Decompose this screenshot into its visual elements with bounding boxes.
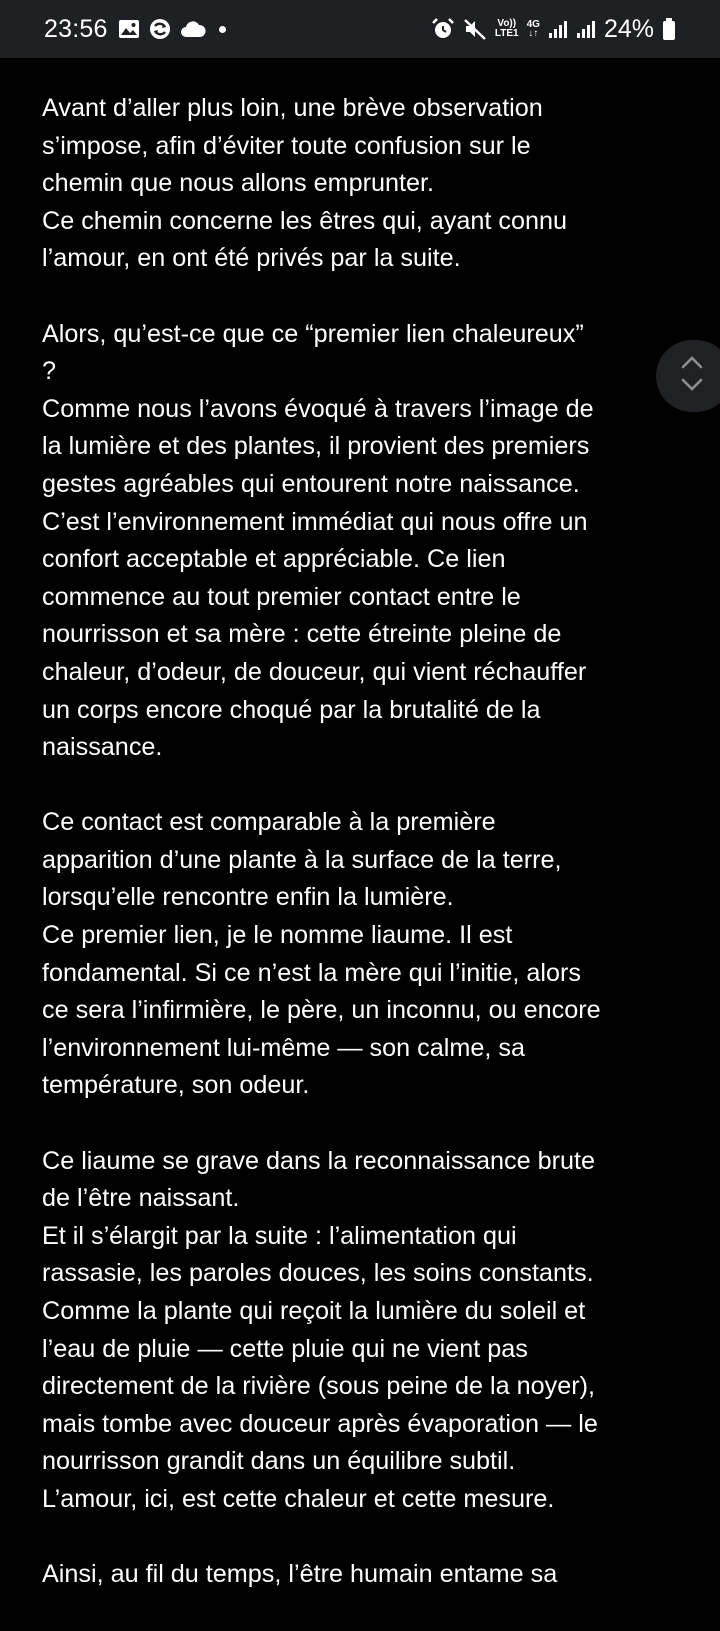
text-line: s’impose, afin d’éviter toute confusion sur le	[42, 131, 531, 160]
article-paragraph	[42, 1556, 682, 1594]
text-line: Comme la plante qui reçoit la lumière du soleil et	[42, 1297, 586, 1325]
text-line: un corps encore choqué par la brutalité de la	[42, 695, 541, 724]
article-paragraph	[42, 1143, 682, 1519]
text-line: Ce premier lien, je le nomme liaume. Il est	[42, 921, 513, 950]
text-line: Ce liaume se grave dans la reconnaissance brute	[42, 1146, 596, 1175]
signal-icon	[548, 19, 568, 39]
volte-icon	[495, 19, 519, 39]
sync-icon	[149, 18, 171, 40]
signal-icon	[576, 19, 596, 39]
text-line: chaleur, d’odeur, de douceur, qui vient réchauffer	[42, 657, 587, 686]
text-line: température, son odeur.	[42, 1071, 310, 1100]
volte-top-label: Vo))	[497, 18, 517, 29]
text-line: Alors, qu’est-ce que ce “premier lien chaleureux”	[42, 319, 584, 348]
net-type-label: 4G	[526, 19, 540, 30]
text-line: Avant d’aller plus loin, une brève observation	[42, 94, 543, 122]
status-left-icons	[118, 18, 226, 40]
status-bar	[0, 0, 720, 58]
4g-icon	[527, 20, 540, 38]
text-line: gestes agréables qui entourent notre naissance.	[42, 469, 580, 498]
cloud-icon	[180, 20, 206, 38]
notification-dot-icon	[219, 26, 226, 33]
article-paragraph	[42, 90, 682, 278]
text-line: mais tombe avec douceur après évaporation — le	[42, 1409, 598, 1438]
battery-percent: 24%	[603, 14, 654, 43]
text-line: L’amour, ici, est cette chaleur et cette mesure.	[42, 1484, 555, 1513]
volte-bottom-label: LTE1	[494, 28, 519, 39]
alarm-icon	[431, 17, 455, 41]
text-line: rassasie, les paroles douces, les soins constants.	[42, 1259, 594, 1288]
text-line: naissance.	[42, 733, 163, 762]
chevron-up-icon	[680, 355, 704, 374]
text-line: nourrisson et sa mère : cette étreinte pleine de	[42, 620, 562, 649]
text-line: Et il s’élargit par la suite : l’alimentation qui	[42, 1221, 517, 1250]
status-time: 23:56	[44, 14, 108, 43]
net-arrows-label: ↓↑	[528, 28, 539, 39]
text-line: lorsqu’elle rencontre enfin la lumière.	[42, 883, 454, 912]
text-line: Ce chemin concerne les êtres qui, ayant connu	[42, 206, 568, 235]
chevron-down-icon	[680, 378, 704, 397]
article-paragraph	[42, 316, 682, 767]
text-line: fondamental. Si ce n’est la mère qui l’initie, alors	[42, 958, 581, 987]
article-paragraph	[42, 804, 682, 1105]
text-line: la lumière et des plantes, il provient des premiers	[42, 432, 590, 461]
text-line: Ce contact est comparable à la première	[42, 808, 496, 837]
status-right-icons	[431, 15, 676, 44]
scroll-handle[interactable]	[656, 340, 720, 412]
text-line: de l’être naissant.	[42, 1184, 240, 1213]
mute-icon	[463, 17, 487, 41]
text-line: nourrisson grandit dans un équilibre subtil.	[42, 1447, 516, 1476]
text-line: commence au tout premier contact entre le	[42, 582, 521, 611]
text-line: directement de la rivière (sous peine de la noyer),	[42, 1372, 596, 1401]
text-line: apparition d’une plante à la surface de la terre,	[42, 845, 562, 874]
text-line: ?	[42, 357, 57, 386]
battery-icon	[662, 17, 676, 41]
gallery-icon	[118, 19, 140, 39]
text-line: l’environnement lui-même — son calme, sa	[42, 1033, 525, 1062]
text-line: confort acceptable et appréciable. Ce lien	[42, 545, 506, 574]
text-line: Ainsi, au fil du temps, l’être humain entame sa	[42, 1560, 558, 1589]
article-body	[42, 90, 682, 1631]
text-line: chemin que nous allons emprunter.	[42, 169, 435, 198]
text-line: l’amour, en ont été privés par la suite.	[42, 244, 461, 273]
text-line: l’eau de pluie — cette pluie qui ne vient pas	[42, 1334, 528, 1363]
text-line: C’est l’environnement immédiat qui nous offre un	[42, 507, 588, 536]
text-line: Comme nous l’avons évoqué à travers l’image de	[42, 394, 594, 423]
text-line: ce sera l’infirmière, le père, un inconnu, ou encore	[42, 996, 601, 1025]
